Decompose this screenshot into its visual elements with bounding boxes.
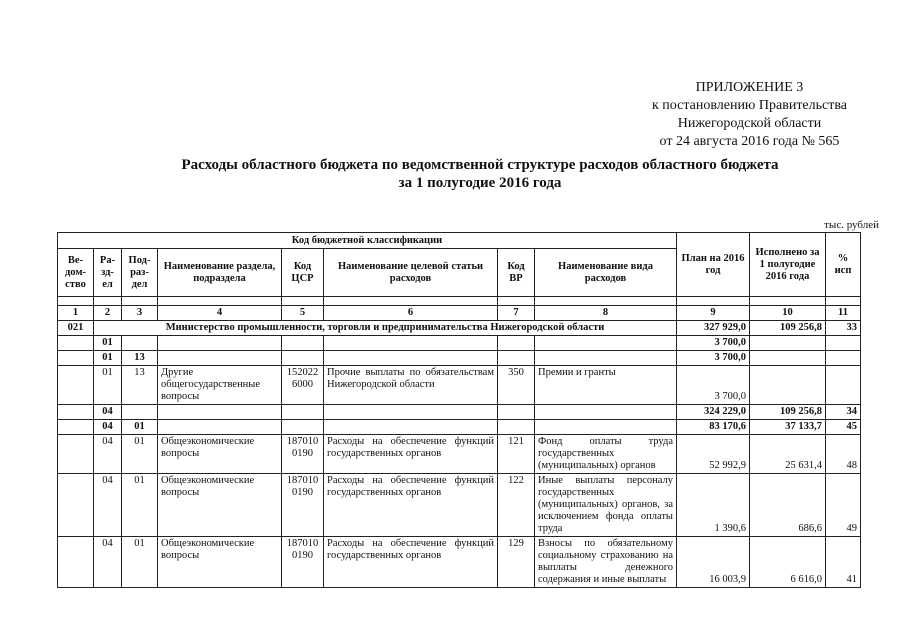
header-plan: План на 2016 год bbox=[677, 233, 750, 297]
ministry-name: Министерство промышленности, торговли и предпринимательства Нижегородской области bbox=[94, 321, 677, 336]
budget-table bbox=[57, 232, 861, 588]
column-number: 4 bbox=[158, 306, 282, 321]
cell-podrazdel: 01 bbox=[122, 537, 158, 588]
ministry-percent: 33 bbox=[826, 321, 861, 336]
cell-section-name bbox=[158, 405, 282, 420]
cell-section-name: Общеэкономические вопросы bbox=[158, 474, 282, 537]
cell-target-name: Прочие выплаты по обязательствам Нижегородской области bbox=[324, 366, 498, 405]
cell-executed bbox=[750, 336, 826, 351]
column-number: 8 bbox=[535, 306, 677, 321]
appendix-line-2: к постановлению Правительства bbox=[651, 98, 847, 113]
cell-plan: 52 992,9 bbox=[677, 435, 750, 474]
header-group-row bbox=[58, 233, 861, 249]
cell-percent bbox=[826, 336, 861, 351]
header-vedomstvo: Ве-дом-ство bbox=[58, 249, 94, 297]
cell-executed: 686,6 bbox=[750, 474, 826, 537]
header-razdel: Ра-зд-ел bbox=[94, 249, 122, 297]
column-number: 3 bbox=[122, 306, 158, 321]
cell-plan: 3 700,0 bbox=[677, 336, 750, 351]
header-section-name: Наименование раздела, подраздела bbox=[158, 249, 282, 297]
cell-type-name bbox=[535, 351, 677, 366]
cell-podrazdel: 01 bbox=[122, 474, 158, 537]
cell-plan: 3 700,0 bbox=[677, 366, 750, 405]
ministry-plan: 327 929,0 bbox=[677, 321, 750, 336]
cell-csr: 187010 0190 bbox=[282, 537, 324, 588]
table-row bbox=[58, 420, 861, 435]
cell-podrazdel: 13 bbox=[122, 351, 158, 366]
cell-podrazdel bbox=[122, 405, 158, 420]
cell-section-name bbox=[158, 420, 282, 435]
column-number: 10 bbox=[750, 306, 826, 321]
cell-executed bbox=[750, 366, 826, 405]
cell-target-name bbox=[324, 420, 498, 435]
ministry-row bbox=[58, 321, 861, 336]
cell-razdel: 01 bbox=[94, 336, 122, 351]
cell-csr bbox=[282, 351, 324, 366]
header-executed: Исполнено за 1 полугодие 2016 года bbox=[750, 233, 826, 297]
cell-percent bbox=[826, 351, 861, 366]
cell-target-name: Расходы на обеспечение функций государственных органов bbox=[324, 435, 498, 474]
cell-percent: 48 bbox=[826, 435, 861, 474]
header-podrazdel: Под-раз-дел bbox=[122, 249, 158, 297]
table-row bbox=[58, 537, 861, 588]
cell-vr bbox=[498, 420, 535, 435]
cell-section-name bbox=[158, 351, 282, 366]
cell-podrazdel: 01 bbox=[122, 435, 158, 474]
column-number: 2 bbox=[94, 306, 122, 321]
cell-vr bbox=[498, 405, 535, 420]
cell-executed: 6 616,0 bbox=[750, 537, 826, 588]
cell-razdel: 04 bbox=[94, 435, 122, 474]
cell-type-name bbox=[535, 405, 677, 420]
cell-csr bbox=[282, 420, 324, 435]
cell-percent bbox=[826, 366, 861, 405]
cell-podrazdel: 01 bbox=[122, 420, 158, 435]
cell-csr: 187010 0190 bbox=[282, 435, 324, 474]
cell-podrazdel: 13 bbox=[122, 366, 158, 405]
cell-target-name: Расходы на обеспечение функций государственных органов bbox=[324, 474, 498, 537]
table-row bbox=[58, 336, 861, 351]
cell-plan: 1 390,6 bbox=[677, 474, 750, 537]
cell-target-name bbox=[324, 336, 498, 351]
cell-type-name: Премии и гранты bbox=[535, 366, 677, 405]
table-row bbox=[58, 366, 861, 405]
document-title bbox=[120, 156, 840, 192]
cell-vr: 129 bbox=[498, 537, 535, 588]
table-row bbox=[58, 351, 861, 366]
appendix-title: ПРИЛОЖЕНИЕ 3 bbox=[695, 80, 804, 95]
cell-razdel: 01 bbox=[94, 366, 122, 405]
column-number: 5 bbox=[282, 306, 324, 321]
cell-vr bbox=[498, 336, 535, 351]
cell-vr: 121 bbox=[498, 435, 535, 474]
cell-plan: 16 003,9 bbox=[677, 537, 750, 588]
cell-section-name: Другие общегосударственные вопросы bbox=[158, 366, 282, 405]
cell-executed bbox=[750, 351, 826, 366]
cell-razdel: 04 bbox=[94, 405, 122, 420]
cell-percent: 45 bbox=[826, 420, 861, 435]
cell-section-name: Общеэкономические вопросы bbox=[158, 537, 282, 588]
cell-section-name bbox=[158, 336, 282, 351]
cell-razdel: 01 bbox=[94, 351, 122, 366]
cell-section-name: Общеэкономические вопросы bbox=[158, 435, 282, 474]
cell-target-name: Расходы на обеспечение функций государственных органов bbox=[324, 537, 498, 588]
cell-type-name: Иные выплаты персоналу государственных (муниципальных) органов, за исключением фонда оплаты труда bbox=[535, 474, 677, 537]
column-numbers-row bbox=[58, 306, 861, 321]
cell-vr: 122 bbox=[498, 474, 535, 537]
cell-vr bbox=[498, 351, 535, 366]
cell-executed: 109 256,8 bbox=[750, 405, 826, 420]
cell-percent: 49 bbox=[826, 474, 861, 537]
column-number: 9 bbox=[677, 306, 750, 321]
cell-executed: 25 631,4 bbox=[750, 435, 826, 474]
column-number: 6 bbox=[324, 306, 498, 321]
cell-plan: 3 700,0 bbox=[677, 351, 750, 366]
column-number: 1 bbox=[58, 306, 94, 321]
ministry-code: 021 bbox=[58, 321, 94, 336]
header-type-name: Наименование вида расходов bbox=[535, 249, 677, 297]
cell-target-name bbox=[324, 405, 498, 420]
column-number: 11 bbox=[826, 306, 861, 321]
cell-podrazdel bbox=[122, 336, 158, 351]
header-classification-group: Код бюджетной классификации bbox=[58, 233, 677, 249]
cell-type-name: Взносы по обязательному социальному страхованию на выплаты денежного содержания и иные выплаты bbox=[535, 537, 677, 588]
table-row bbox=[58, 435, 861, 474]
cell-percent: 34 bbox=[826, 405, 861, 420]
cell-vr: 350 bbox=[498, 366, 535, 405]
header-target-name: Наименование целевой статьи расходов bbox=[324, 249, 498, 297]
table-row bbox=[58, 474, 861, 537]
header-csr: Код ЦСР bbox=[282, 249, 324, 297]
cell-type-name bbox=[535, 336, 677, 351]
appendix-block bbox=[652, 79, 847, 151]
cell-razdel: 04 bbox=[94, 420, 122, 435]
cell-razdel: 04 bbox=[94, 537, 122, 588]
cell-csr bbox=[282, 405, 324, 420]
table-row bbox=[58, 405, 861, 420]
units-label: тыс. рублей bbox=[824, 219, 879, 231]
column-number: 7 bbox=[498, 306, 535, 321]
ministry-executed: 109 256,8 bbox=[750, 321, 826, 336]
document-title-line-2: за 1 полугодие 2016 года bbox=[398, 175, 562, 191]
appendix-date: от 24 августа 2016 года № 565 bbox=[659, 134, 840, 149]
cell-plan: 83 170,6 bbox=[677, 420, 750, 435]
cell-executed: 37 133,7 bbox=[750, 420, 826, 435]
cell-target-name bbox=[324, 351, 498, 366]
cell-csr: 152022 6000 bbox=[282, 366, 324, 405]
cell-percent: 41 bbox=[826, 537, 861, 588]
cell-csr: 187010 0190 bbox=[282, 474, 324, 537]
cell-razdel: 04 bbox=[94, 474, 122, 537]
cell-type-name bbox=[535, 420, 677, 435]
cell-type-name: Фонд оплаты труда государственных (муниципальных) органов bbox=[535, 435, 677, 474]
cell-plan: 324 229,0 bbox=[677, 405, 750, 420]
header-percent: % исп bbox=[826, 233, 861, 297]
spacer-row bbox=[58, 297, 861, 306]
header-vr: Код ВР bbox=[498, 249, 535, 297]
document-title-line-1: Расходы областного бюджета по ведомственной структуре расходов областного бюджета bbox=[181, 157, 779, 173]
cell-csr bbox=[282, 336, 324, 351]
appendix-line-3: Нижегородской области bbox=[677, 116, 822, 131]
